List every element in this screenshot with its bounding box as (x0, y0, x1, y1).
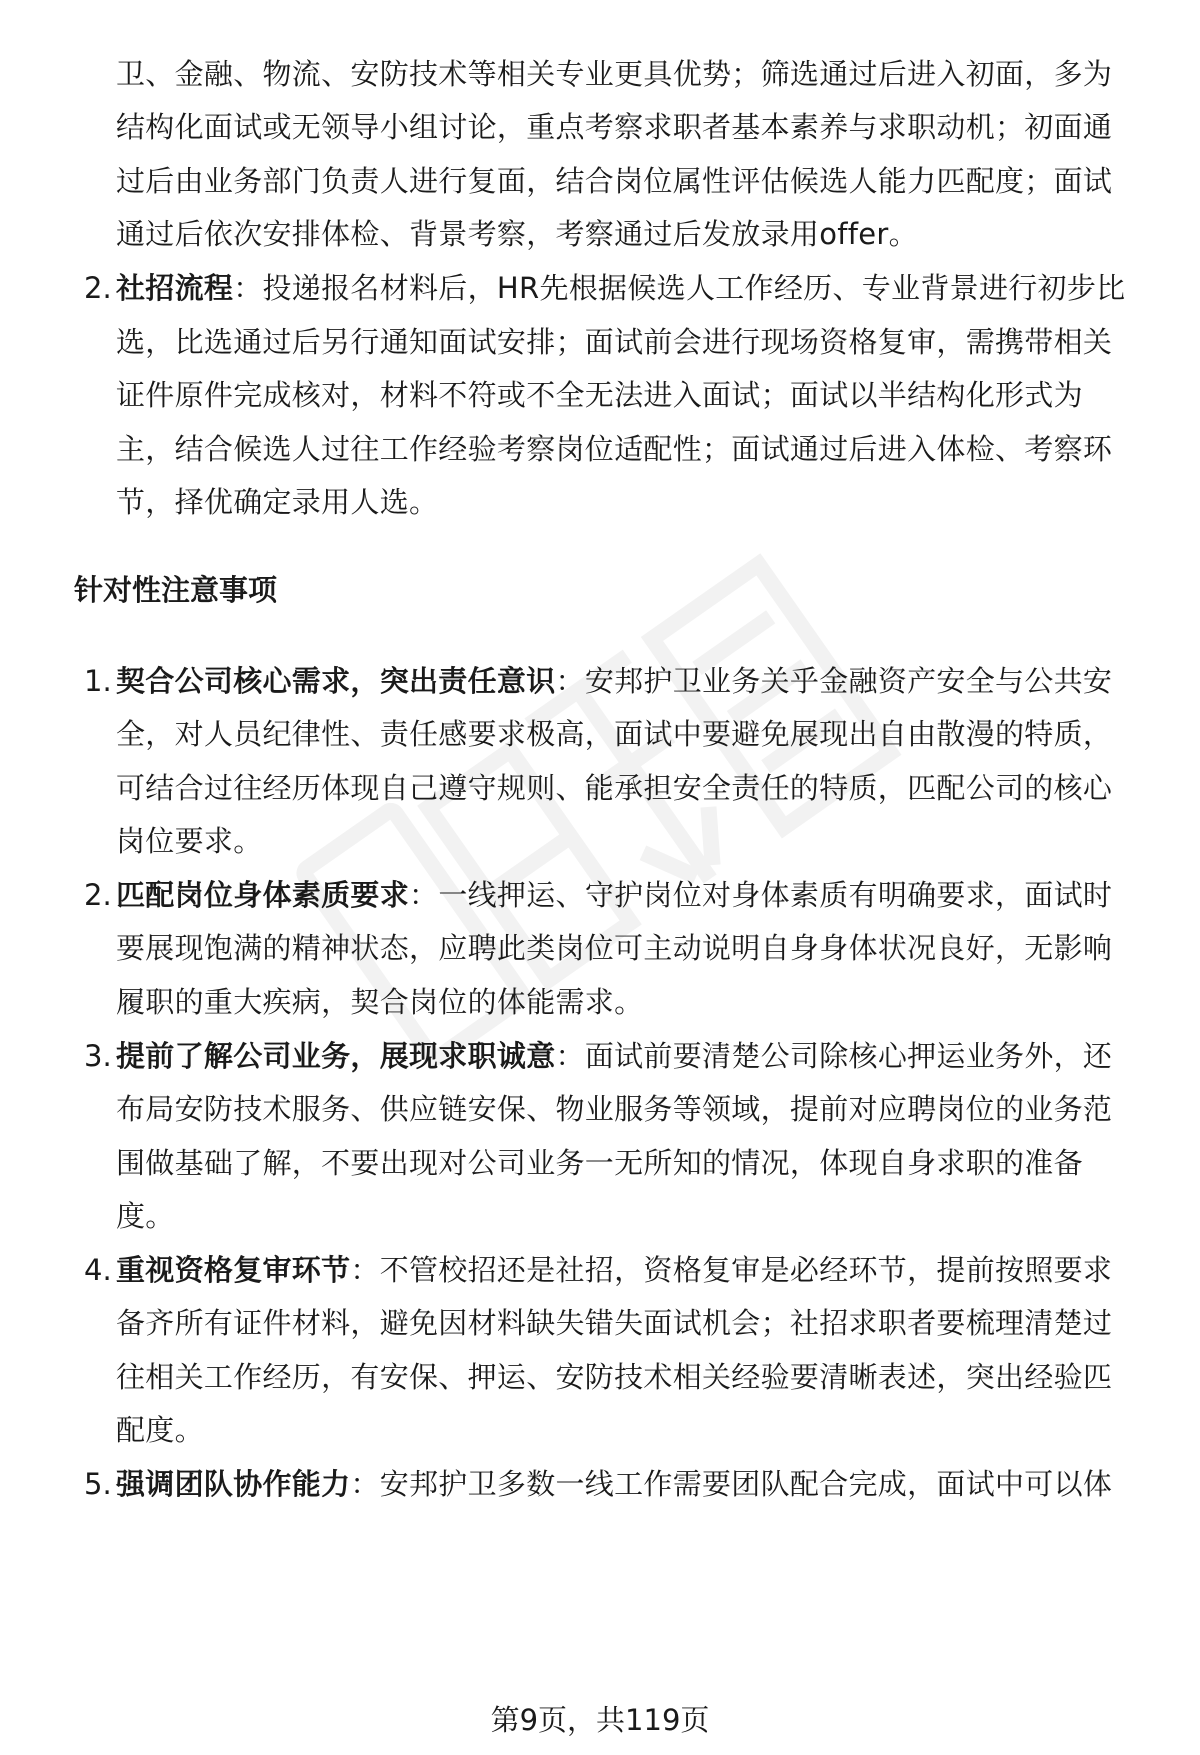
list-item-first-line (116, 875, 1112, 915)
list-item-first-line (116, 1036, 1112, 1076)
list-number: 2. (84, 878, 112, 912)
item-line: 证件原件完成核对，材料不符或不全无法进入面试；面试以半结构化形式为 (116, 378, 1083, 412)
item-line: 可结合过往经历体现自己遵守规则、能承担安全责任的特质，匹配公司的核心 (116, 771, 1113, 805)
list-number: 4. (84, 1253, 112, 1287)
item-text: ：一线押运、守护岗位对身体素质有明确要求，面试时 (409, 878, 1113, 912)
item-line: 围做基础了解，不要出现对公司业务一无所知的情况，体现自身求职的准备 (116, 1146, 1083, 1180)
item-line: 岗位要求。 (116, 824, 263, 858)
item-title: 强调团队协作能力 (116, 1467, 351, 1501)
list-item-first-line (116, 268, 1125, 308)
item-line: 节，择优确定录用人选。 (116, 485, 439, 519)
item-line: 主，结合候选人过往工作经验考察岗位适配性；面试通过后进入体检、考察环 (116, 432, 1113, 466)
item-title: 重视资格复审环节 (116, 1253, 351, 1287)
intro-line: 过后由业务部门负责人进行复面，结合岗位属性评估候选人能力匹配度；面试 (116, 164, 1113, 198)
item-title: 匹配岗位身体素质要求 (116, 878, 410, 912)
item-title: 社招流程 (116, 271, 234, 305)
item-line: 履职的重大疾病，契合岗位的体能需求。 (116, 985, 644, 1019)
item-text: ：面试前要清楚公司除核心押运业务外，还 (555, 1039, 1113, 1073)
item-title: 提前了解公司业务，展现求职诚意 (116, 1039, 556, 1073)
list-item-first-line (116, 661, 1112, 701)
intro-line: 结构化面试或无领导小组讨论，重点考察求职者基本素养与求职动机；初面通 (116, 110, 1113, 144)
item-text: ：安邦护卫业务关乎金融资产安全与公共安 (555, 664, 1113, 698)
page-footer: 第9页，共119页 (490, 1703, 710, 1737)
item-text: ：不管校招还是社招，资格复审是必经环节，提前按照要求 (350, 1253, 1113, 1287)
item-line: 往相关工作经历，有安保、押运、安防技术相关经验要清晰表述，突出经验匹 (116, 1360, 1113, 1394)
list-item-first-line (116, 1464, 1112, 1504)
item-line: 度。 (116, 1199, 175, 1233)
list-number: 3. (84, 1039, 112, 1073)
intro-line: 通过后依次安排体检、背景考察，考察通过后发放录用offer。 (116, 217, 918, 251)
item-line: 要展现饱满的精神状态，应聘此类岗位可主动说明自身身体状况良好，无影响 (116, 931, 1113, 965)
list-number: 2. (84, 271, 112, 305)
list-item-first-line (116, 1250, 1112, 1290)
item-text: ：投递报名材料后，HR先根据候选人工作经历、专业背景进行初步比 (233, 271, 1126, 305)
item-line: 布局安防技术服务、供应链安保、物业服务等领域，提前对应聘岗位的业务范 (116, 1092, 1113, 1126)
list-number: 5. (84, 1467, 112, 1501)
section-heading: 针对性注意事项 (74, 573, 278, 607)
item-text: ：安邦护卫多数一线工作需要团队配合完成，面试中可以体 (350, 1467, 1113, 1501)
item-title: 契合公司核心需求，突出责任意识 (116, 664, 556, 698)
item-line: 全，对人员纪律性、责任感要求极高，面试中要避免展现出自由散漫的特质， (116, 717, 1113, 751)
item-line: 选，比选通过后另行通知面试安排；面试前会进行现场资格复审，需携带相关 (116, 325, 1113, 359)
list-number: 1. (84, 664, 112, 698)
item-line: 备齐所有证件材料，避免因材料缺失错失面试机会；社招求职者要梳理清楚过 (116, 1306, 1113, 1340)
item-line: 配度。 (116, 1413, 204, 1447)
intro-line: 卫、金融、物流、安防技术等相关专业更具优势；筛选通过后进入初面，多为 (116, 57, 1113, 91)
